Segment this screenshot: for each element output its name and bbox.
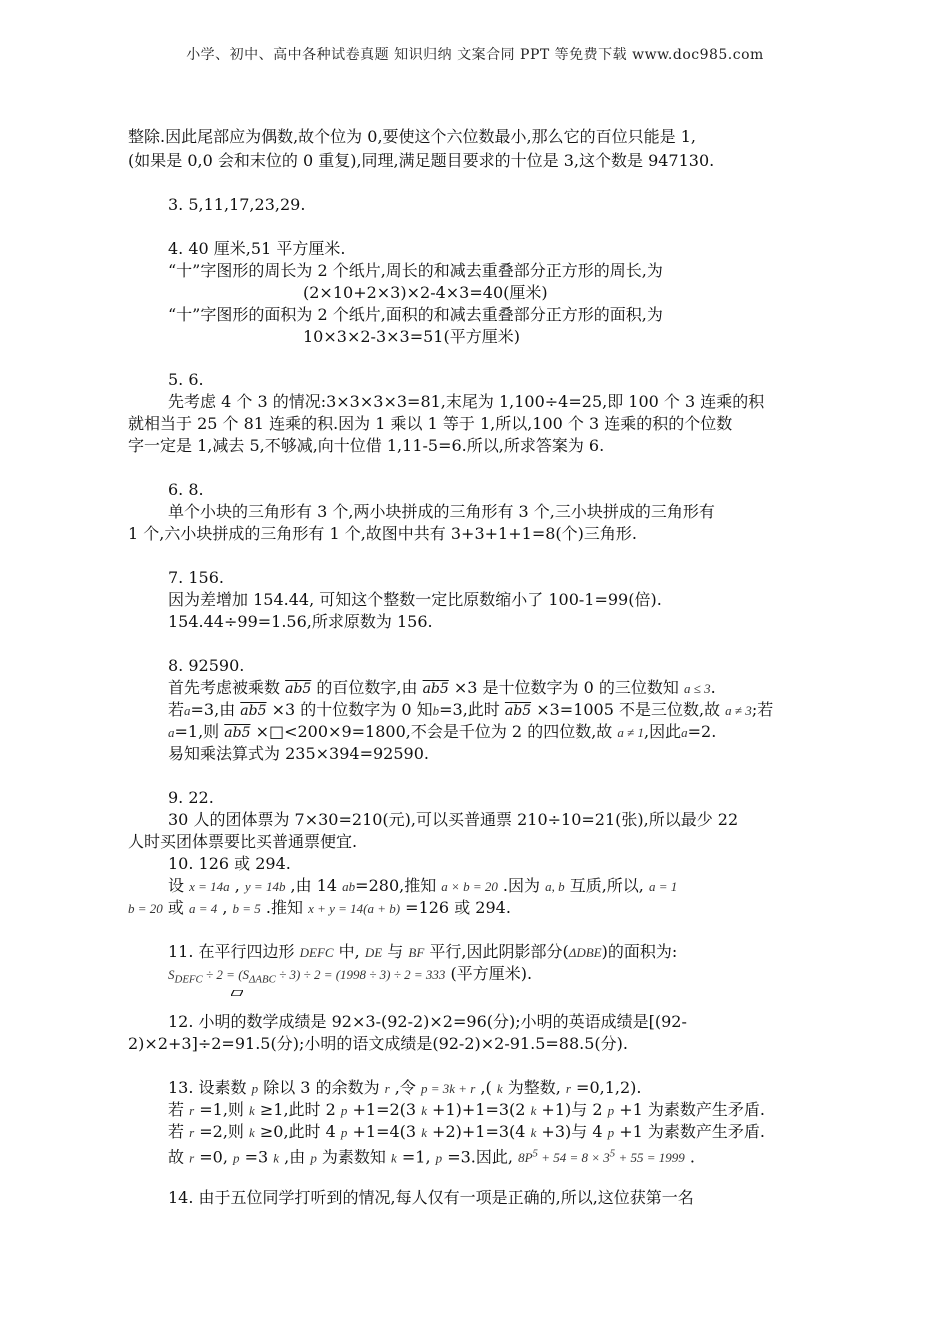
text-line-l37: 故 r =0, p =3 k ,由 p 为素数知 k =1, p =3.因此, $8P^5 + 54 = 8 \times 3^5 + 55 = 1999$ .	[168, 1147, 695, 1167]
text-line-l17: 因为差增加 154.44, 可知这个整数一定比原数缩小了 100-1=99(倍).	[168, 590, 662, 609]
text-line-l10: 先考虑 4 个 3 的情况:3×3×3×3=81,末尾为 1,100÷4=25,即 100 个 3 连乘的积	[168, 392, 765, 411]
text-line-l8: 10×3×2-3×3=51(平方厘米)	[303, 327, 520, 346]
text-line-l20: 首先考虑被乘数 ab5 的百位数字,由 ab5 ×3 是十位数字为 0 的三位数知 a ≤ 3.	[168, 678, 716, 697]
text-line-l18: 154.44÷99=1.56,所求原数为 156.	[168, 612, 433, 631]
text-line-l12: 字一定是 1,减去 5,不够减,向十位借 1,11-5=6.所以,所求答案为 6.	[128, 436, 605, 455]
text-line-l9: 5. 6.	[168, 370, 204, 389]
text-line-l3: 3. 5,11,17,23,29.	[168, 195, 306, 214]
text-line-l27: 10. 126 或 294.	[168, 854, 291, 873]
text-line-l32: 12. 小明的数学成绩是 92×3-(92-2)×2=96(分);小明的英语成绩是[(92-	[168, 1012, 687, 1031]
text-line-l35: 若 r =1,则 k ≥1,此时 2 p +1=2(3 k +1)+1=3(2 k +1)与 2 p +1 为素数产生矛盾.	[168, 1100, 765, 1119]
text-line-l25: 30 人的团体票为 7×30=210(元),可以买普通票 210÷10=21(张),所以最少 22	[168, 810, 739, 829]
text-line-l11: 就相当于 25 个 81 连乘的积.因为 1 乘以 1 等于 1,所以,100 个 3 连乘的积的个位数	[128, 414, 733, 433]
text-line-l14: 单个小块的三角形有 3 个,两小块拼成的三角形有 3 个,三小块拼成的三角形有	[168, 502, 715, 521]
text-line-l34: 13. 设素数 p 除以 3 的余数为 r ,令 p = 3k + r ,( k 为整数, r =0,1,2).	[168, 1078, 642, 1097]
text-line-l4: 4. 40 厘米,51 平方厘米.	[168, 239, 346, 258]
text-line-l24: 9. 22.	[168, 788, 214, 807]
text-line-l26: 人时买团体票要比买普通票便宜.	[128, 832, 358, 851]
text-line-l2: (如果是 0,0 会和末位的 0 重复),同理,满足题目要求的十位是 3,这个数是 947130.	[128, 151, 715, 170]
text-line-l36: 若 r =2,则 k ≥0,此时 4 p +1=4(3 k +2)+1=3(4 k +3)与 4 p +1 为素数产生矛盾.	[168, 1122, 765, 1141]
text-line-l7: “十”字图形的面积为 2 个纸片,面积的和减去重叠部分正方形的面积,为	[168, 305, 663, 324]
text-line-l13: 6. 8.	[168, 480, 204, 499]
text-line-l23: 易知乘法算式为 235×394=92590.	[168, 744, 429, 763]
text-line-l22: a=1,则 ab5 ×□<200×9=1800,不会是千位为 2 的四位数,故 a ≠ 1,因此a=2.	[168, 722, 717, 741]
text-line-l29: b = 20 或 a = 4 , b = 5 .推知 x + y = 14(a + b) =126 或 294.	[128, 898, 511, 917]
page-header: 小学、初中、高中各种试卷真题 知识归纳 文案合同 PPT 等免费下载 www.doc985.com	[186, 47, 764, 63]
text-line-l31: $S_{DEFC} \div 2 = (S_{\Delta ABC} \div 3) \div 2 = (1998 \div 3) \div 2 = 333$ (平方厘米).	[168, 964, 533, 986]
text-line-l21: 若a=3,由 ab5 ×3 的十位数字为 0 知b=3,此时 ab5 ×3=1005 不是三位数,故 a ≠ 3;若	[168, 700, 774, 719]
text-line-l30: 11. 在平行四边形 DEFC 中, DE 与 BF 平行,因此阴影部分(ΔDBE)的面积为:	[168, 942, 678, 961]
text-line-l1: 整除.因此尾部应为偶数,故个位为 0,要使这个六位数最小,那么它的百位只能是 1,	[128, 127, 696, 146]
text-line-l15: 1 个,六小块拼成的三角形有 1 个,故图中共有 3+3+1+1=8(个)三角形.	[128, 524, 637, 543]
text-line-l33: 2)×2+3]÷2=91.5(分);小明的语文成绩是(92-2)×2-91.5=88.5(分).	[128, 1034, 628, 1053]
text-line-l16: 7. 156.	[168, 568, 224, 587]
parallelogram-symbol	[231, 985, 243, 991]
text-line-l6: (2×10+2×3)×2-4×3=40(厘米)	[303, 283, 548, 302]
text-line-l28: 设 x = 14a , y = 14b ,由 14 ab=280,推知 a × b = 20 .因为 a, b 互质,所以, a = 1	[168, 876, 678, 895]
text-line-l5: “十”字图形的周长为 2 个纸片,周长的和减去重叠部分正方形的周长,为	[168, 261, 663, 280]
text-line-l38: 14. 由于五位同学打听到的情况,每人仅有一项是正确的,所以,这位获第一名	[168, 1188, 694, 1207]
text-line-l19: 8. 92590.	[168, 656, 245, 675]
